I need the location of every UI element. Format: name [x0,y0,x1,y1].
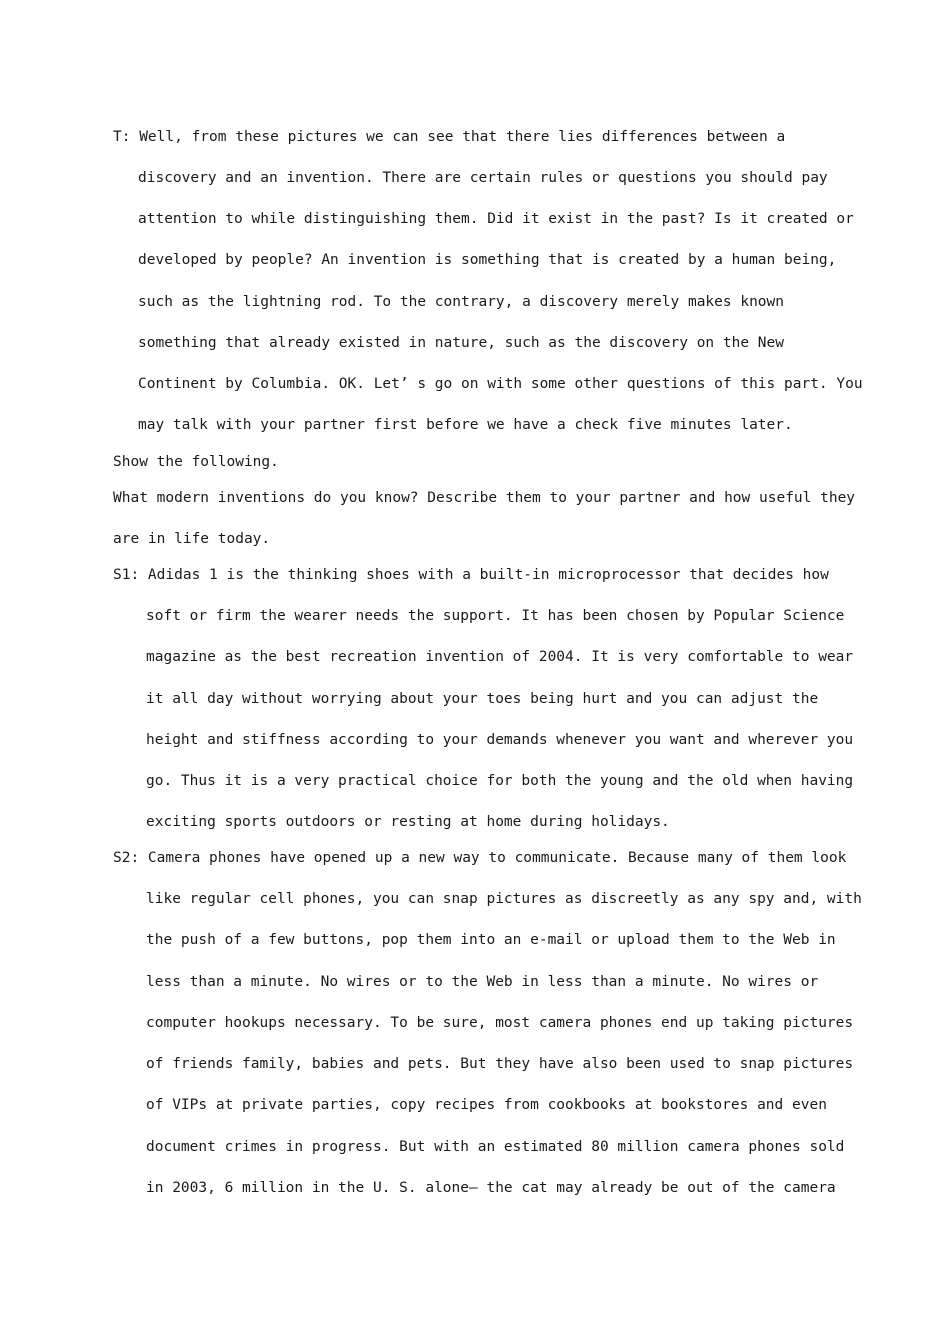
s2-line-9: in 2003, 6 million in the U. S. alone— the cat may already be out of the camera [146,1180,836,1196]
question-line-1: What modern inventions do you know? Describe them to your partner and how useful they [113,490,856,506]
teacher-line-6: something that already existed in nature, such as the discovery on the New [138,335,785,351]
teacher-line-5: such as the lightning rod. To the contrary, a discovery merely makes known [138,294,785,310]
s1-line-6: go. Thus it is a very practical choice for both the young and the old when having [146,773,854,789]
s2-line-5: computer hookups necessary. To be sure, most camera phones end up taking pictures [146,1015,854,1031]
teacher-line-2: discovery and an invention. There are certain rules or questions you should pay [138,170,828,186]
s1-line-4: it all day without worrying about your toes being hurt and you can adjust the [146,691,819,707]
question-line-2: are in life today. [113,531,271,547]
teacher-line-7: Continent by Columbia. OK. Let’ s go on with some other questions of this part. You [138,376,863,392]
s2-line-2: like regular cell phones, you can snap pictures as discreetly as any spy and, with [146,891,862,907]
s1-line-5: height and stiffness according to your demands whenever you want and wherever you [146,732,854,748]
s2-line-1: S2: Camera phones have opened up a new way to communicate. Because many of them look [113,850,847,866]
s2-line-7: of VIPs at private parties, copy recipes from cookbooks at bookstores and even [146,1097,827,1113]
s2-line-3: the push of a few buttons, pop them into an e-mail or upload them to the Web in [146,932,836,948]
s2-line-8: document crimes in progress. But with an estimated 80 million camera phones sold [146,1139,845,1155]
show-following-line: Show the following. [113,454,279,470]
s1-line-3: magazine as the best recreation invention of 2004. It is very comfortable to wear [146,649,854,665]
teacher-line-1: T: Well, from these pictures we can see that there lies differences between a [113,129,786,145]
teacher-line-8: may talk with your partner first before we have a check five minutes later. [138,417,793,433]
s1-line-2: soft or firm the wearer needs the support. It has been chosen by Popular Science [146,608,845,624]
teacher-line-4: developed by people? An invention is something that is created by a human being, [138,252,837,268]
s1-line-7: exciting sports outdoors or resting at home during holidays. [146,814,670,830]
teacher-line-3: attention to while distinguishing them. Did it exist in the past? Is it created or [138,211,854,227]
s2-line-6: of friends family, babies and pets. But they have also been used to snap pictures [146,1056,854,1072]
s2-line-4: less than a minute. No wires or to the Web in less than a minute. No wires or [146,974,819,990]
s1-line-1: S1: Adidas 1 is the thinking shoes with a built-in microprocessor that decides how [113,567,829,583]
